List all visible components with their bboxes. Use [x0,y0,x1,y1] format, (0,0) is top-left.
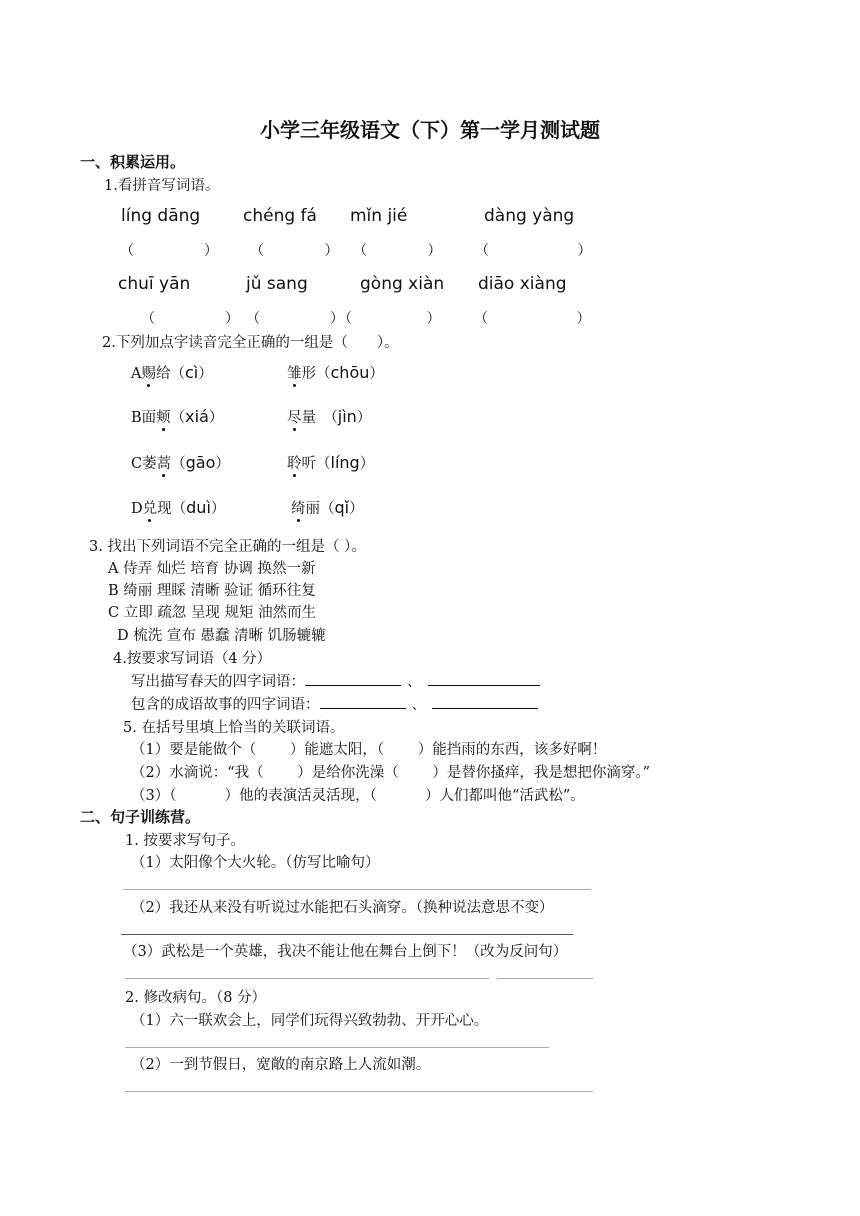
question-5-prompt: 5. 在括号里填上恰当的关联词语。 [123,720,345,736]
pinyin-item: dàng yàng [484,206,575,226]
answer-line[interactable] [125,1047,549,1048]
pinyin-item: líng dāng [121,206,201,226]
answer-blank[interactable]: （ ） [475,243,592,259]
s2-q2-item-1: （1）六一联欢会上，同学们玩得兴致勃勃、开开心心。 [131,1013,489,1029]
answer-blank[interactable]: （ ） [141,311,239,327]
option-a-word1: A赐给（cì） [131,363,213,382]
answer-line[interactable] [305,671,401,686]
q5-item-1: （1）要是能做个（ ）能遮太阳，（ ）能挡雨的东西，该多好啊！ [131,742,607,758]
answer-blank[interactable]: （ ） [246,311,344,327]
q3-option-b: B 绮丽 理睬 清晰 验证 循环往复 [108,583,316,599]
q4-line-1: 写出描写春天的四字词语： 、 [131,670,540,691]
q5-item-2: （2）水滴说：“我（ ）是给你洗澡（ ）是替你搔痒，我是想把你滴穿。” [131,765,651,781]
pinyin-item: diāo xiàng [478,274,567,294]
q3-option-c: C 立即 疏忽 呈现 规矩 油然而生 [108,605,317,621]
page-title: 小学三年级语文（下）第一学月测试题 [260,118,600,142]
question-3-prompt: 3. 找出下列词语不完全正确的一组是（ ）。 [89,539,366,555]
answer-blank[interactable]: （ ） [474,311,591,327]
pinyin-item: chuī yān [118,274,191,294]
pinyin-item: chéng fá [243,206,317,226]
answer-blank[interactable]: （ ） [353,243,442,259]
answer-line[interactable] [432,694,538,709]
question-1-prompt: 1.看拼音写词语。 [104,178,220,194]
pinyin-item: mǐn jié [350,206,408,226]
s2-q1-item-2: （2）我还从来没有听说过水能把石头滴穿。（换种说法意思不变） [131,900,554,916]
option-c-word2: 聆听（líng） [287,453,375,472]
answer-blank[interactable]: （ ） [120,243,218,259]
answer-line[interactable] [125,1091,593,1092]
q3-option-a: A 侍弄 灿烂 培育 协调 换然一新 [108,561,316,577]
answer-line[interactable] [125,978,489,979]
answer-line[interactable] [121,934,573,935]
q3-option-d: D 梳洗 宣布 愚蠢 清晰 饥肠辘辘 [117,628,326,644]
q4-line-2: 包含的成语故事的四字词语： 、 [131,693,538,714]
pinyin-item: gòng xiàn [360,274,445,294]
section-heading-1: 一、积累运用。 [80,153,186,171]
question-2-prompt: 2.下列加点字读音完全正确的一组是（ ）。 [102,335,399,351]
option-d-word2: 绮丽（qǐ） [291,498,364,517]
answer-blank[interactable]: （ ） [250,243,339,259]
s2-q1-item-3: （3）武松是一个英雄，我决不能让他在舞台上倒下！（改为反问句） [123,944,568,960]
pinyin-item: jǔ sang [246,274,308,294]
option-b-word1: B面颊（xiá） [131,407,224,426]
answer-line[interactable] [428,671,540,686]
answer-blank[interactable]: （ ） [338,311,441,327]
answer-line[interactable] [320,694,406,709]
s2-q2-item-2: （2）一到节假日，宽敞的南京路上人流如潮。 [131,1057,431,1073]
section-heading-2: 二、句子训练营。 [80,808,201,826]
question-4-prompt: 4.按要求写词语（4 分） [113,651,272,667]
answer-line[interactable] [497,978,593,979]
option-b-word2: 尽量 （jìn） [287,407,372,426]
option-a-word2: 雏形（chōu） [287,363,384,382]
s2-q1-item-1: （1）太阳像个大火轮。（仿写比喻句） [131,855,380,871]
q5-item-3: （3）（ ）他的表演活灵活现，（ ）人们都叫他“活武松”。 [131,788,585,804]
option-d-word1: D兑现（duì） [131,498,226,517]
option-c-word1: C萎蒿（gāo） [131,453,230,472]
answer-line[interactable] [123,889,591,890]
s2-question-1-prompt: 1. 按要求写句子。 [125,833,245,849]
s2-question-2-prompt: 2. 修改病句。（8 分） [125,990,267,1006]
